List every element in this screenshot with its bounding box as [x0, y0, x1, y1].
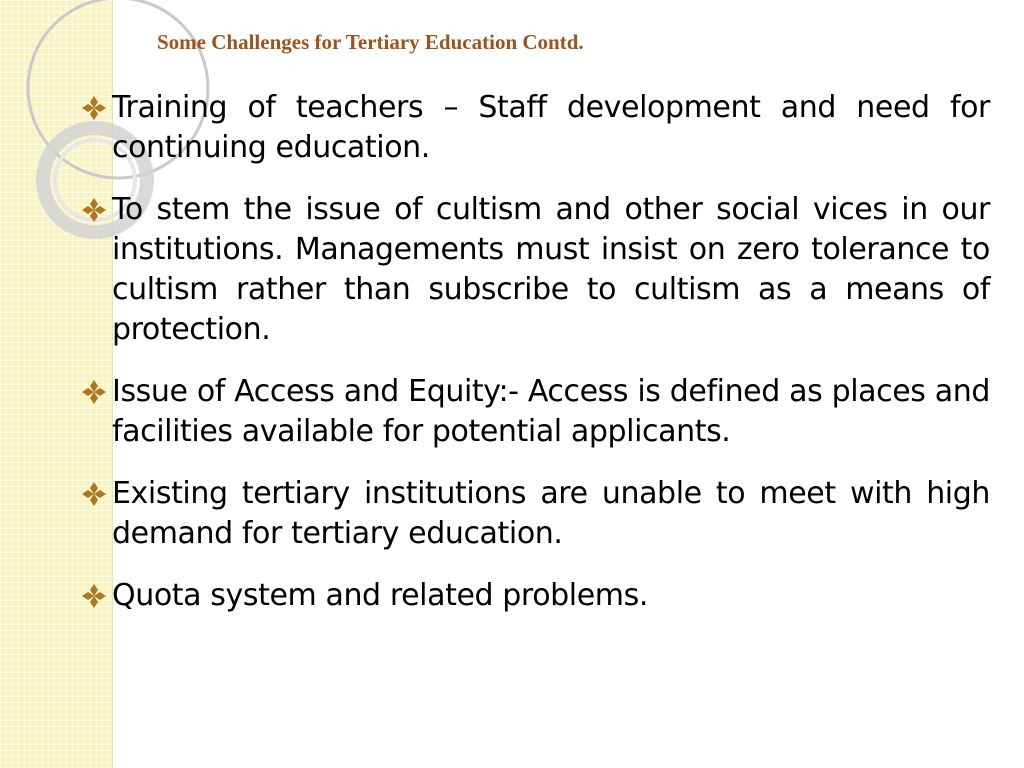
bullet-text: Issue of Access and Equity:- Access is defined as places and facilities available for potential applicants. [112, 374, 990, 449]
bullet-item [80, 88, 990, 168]
slide-title: Some Challenges for Tertiary Education Contd. [157, 30, 584, 54]
bullet-text: Quota system and related problems. [112, 578, 648, 613]
diamond-cluster-icon [80, 582, 112, 614]
diamond-cluster-icon [80, 196, 112, 228]
bullet-text: Existing tertiary institutions are unable to meet with high demand for tertiary education. [112, 476, 990, 551]
bullet-text: Training of teachers – Staff development and need for continuing education. [112, 90, 990, 165]
bullet-text: To stem the issue of cultism and other social vices in our institutions. Managements must insist on zero tolerance to cultism rather than subscribe to cultism as a means of protection. [112, 192, 990, 347]
diamond-cluster-icon [80, 378, 112, 410]
diamond-cluster-icon [80, 480, 112, 512]
bullet-list [80, 88, 990, 638]
bullet-item [80, 190, 990, 350]
bullet-item [80, 576, 990, 616]
bullet-item [80, 474, 990, 554]
bullet-item [80, 372, 990, 452]
diamond-cluster-icon [80, 94, 112, 126]
